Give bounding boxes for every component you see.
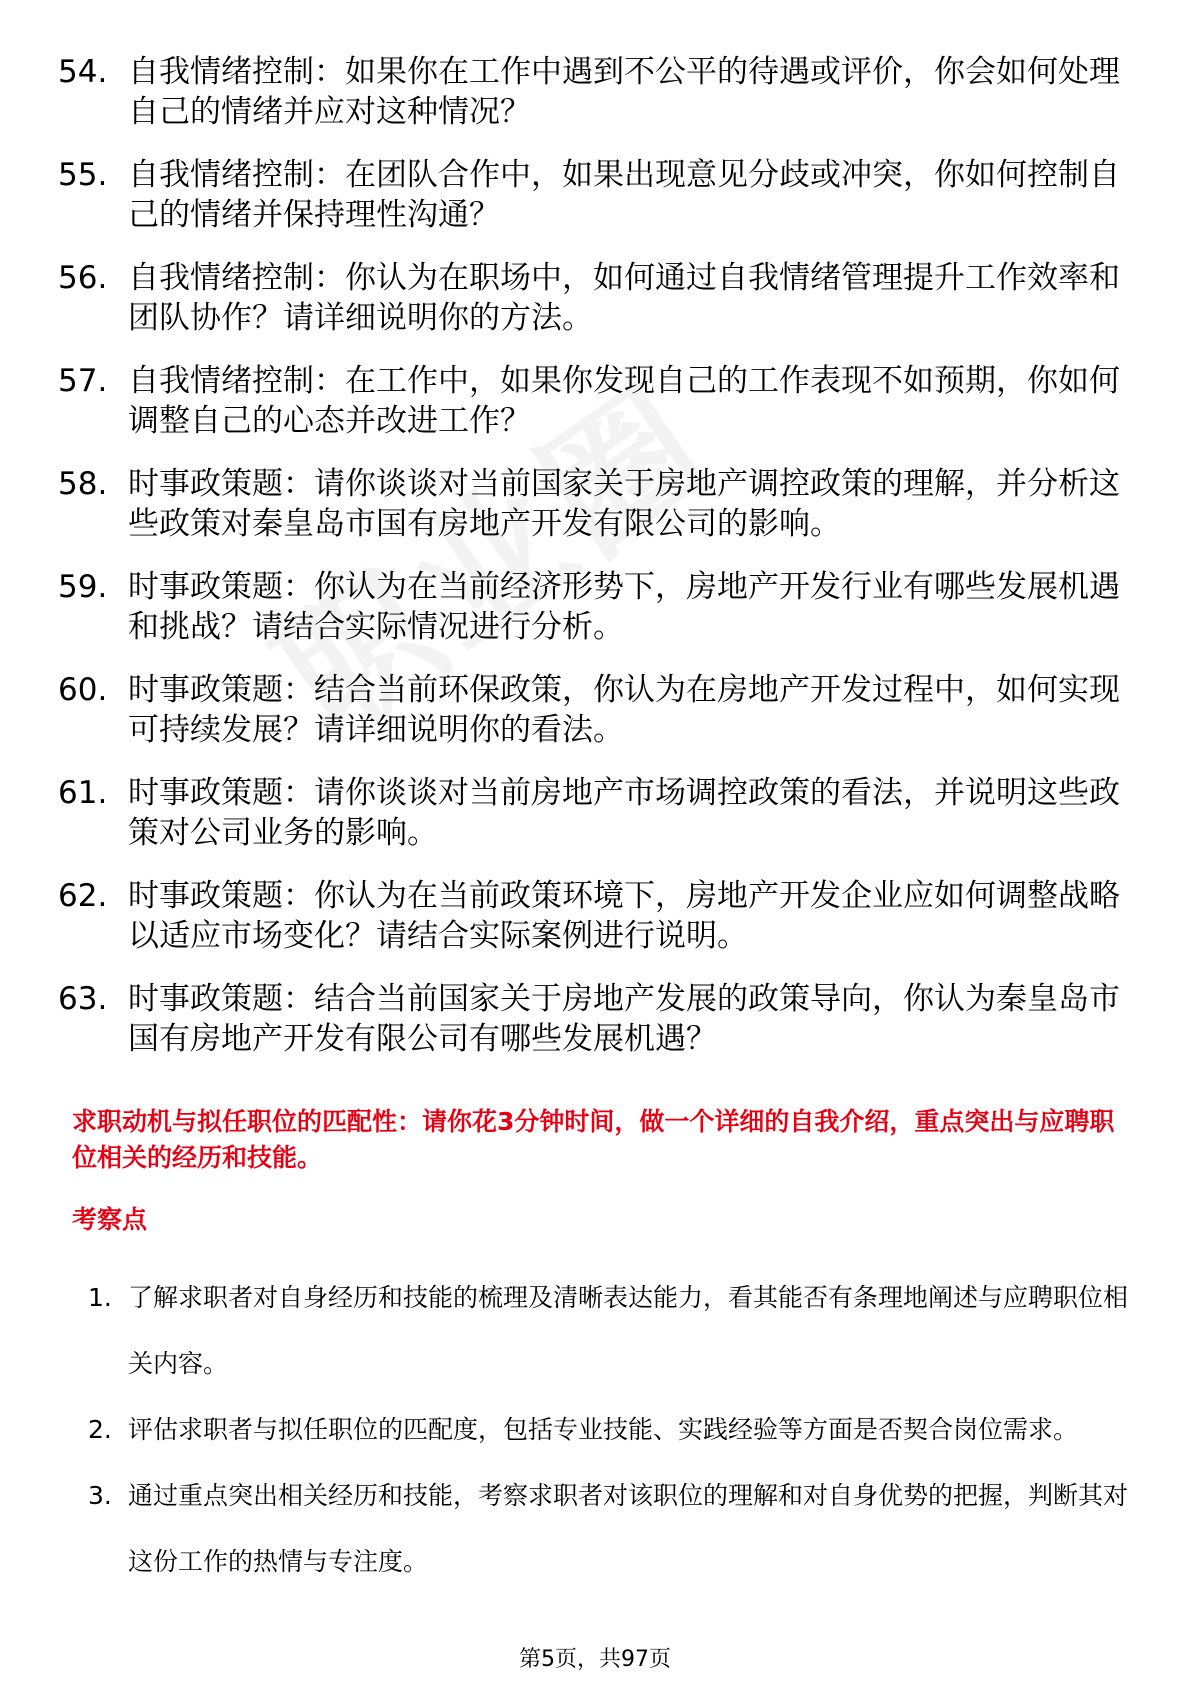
question-number: 54. bbox=[58, 54, 108, 90]
point-number: 1. bbox=[88, 1283, 112, 1312]
question-item bbox=[58, 361, 1138, 441]
question-number: 62. bbox=[58, 878, 108, 914]
question-number: 59. bbox=[58, 569, 108, 605]
point-text: 评估求职者与拟任职位的匹配度，包括专业技能、实践经验等方面是否契合岗位需求。 bbox=[128, 1415, 1079, 1444]
question-text: 自我情绪控制：在工作中，如果你发现自己的工作表现不如预期，你如何调整自己的心态并改进工作？ bbox=[128, 363, 1120, 439]
point-text: 通过重点突出相关经历和技能，考察求职者对该职位的理解和对自身优势的把握，判断其对这份工作的热情与专注度。 bbox=[128, 1481, 1129, 1576]
question-text: 时事政策题：你认为在当前经济形势下，房地产开发行业有哪些发展机遇和挑战？请结合实际情况进行分析。 bbox=[128, 569, 1120, 645]
question-text: 自我情绪控制：你认为在职场中，如何通过自我情绪管理提升工作效率和团队协作？请详细说明你的方法。 bbox=[128, 260, 1120, 336]
question-text: 时事政策题：请你谈谈对当前国家关于房地产调控政策的理解，并分析这些政策对秦皇岛市国有房地产开发有限公司的影响。 bbox=[128, 466, 1120, 542]
assessment-point bbox=[88, 1265, 1136, 1397]
assessment-point bbox=[88, 1463, 1136, 1595]
point-number: 2. bbox=[88, 1415, 112, 1444]
question-text: 时事政策题：你认为在当前政策环境下，房地产开发企业应如何调整战略以适应市场变化？请结合实际案例进行说明。 bbox=[128, 878, 1120, 954]
question-number: 55. bbox=[58, 157, 108, 193]
question-text: 时事政策题：结合当前国家关于房地产发展的政策导向，你认为秦皇岛市国有房地产开发有限公司有哪些发展机遇？ bbox=[128, 981, 1120, 1057]
question-number: 58. bbox=[58, 466, 108, 502]
question-item bbox=[58, 567, 1138, 647]
question-text: 时事政策题：请你谈谈对当前房地产市场调控政策的看法，并说明这些政策对公司业务的影响。 bbox=[128, 775, 1120, 851]
question-list bbox=[58, 52, 1138, 1082]
point-number: 3. bbox=[88, 1481, 112, 1510]
point-text: 了解求职者对自身经历和技能的梳理及清晰表达能力，看其能否有条理地阐述与应聘职位相关内容。 bbox=[128, 1283, 1129, 1378]
question-text: 自我情绪控制：在团队合作中，如果出现意见分歧或冲突，你如何控制自己的情绪并保持理性沟通？ bbox=[128, 157, 1120, 233]
section-title: 考察点 bbox=[72, 1205, 148, 1234]
page-footer: 第5页，共97页 bbox=[519, 1647, 671, 1672]
assessment-points-list bbox=[88, 1265, 1136, 1595]
question-item bbox=[58, 52, 1138, 132]
question-text: 自我情绪控制：如果你在工作中遇到不公平的待遇或评价，你会如何处理自己的情绪并应对这种情况？ bbox=[128, 54, 1120, 130]
question-item bbox=[58, 155, 1138, 235]
question-number: 63. bbox=[58, 981, 108, 1017]
question-item bbox=[58, 773, 1138, 853]
question-number: 60. bbox=[58, 672, 108, 708]
assessment-point bbox=[88, 1397, 1136, 1463]
question-text: 时事政策题：结合当前环保政策，你认为在房地产开发过程中，如何实现可持续发展？请详细说明你的看法。 bbox=[128, 672, 1120, 748]
question-item bbox=[58, 979, 1138, 1059]
highlighted-question: 求职动机与拟任职位的匹配性：请你花3分钟时间，做一个详细的自我介绍，重点突出与应聘职位相关的经历和技能。 bbox=[72, 1107, 1115, 1172]
question-number: 57. bbox=[58, 363, 108, 399]
question-item bbox=[58, 876, 1138, 956]
question-number: 56. bbox=[58, 260, 108, 296]
question-item bbox=[58, 464, 1138, 544]
question-item bbox=[58, 258, 1138, 338]
question-number: 61. bbox=[58, 775, 108, 811]
question-item bbox=[58, 670, 1138, 750]
